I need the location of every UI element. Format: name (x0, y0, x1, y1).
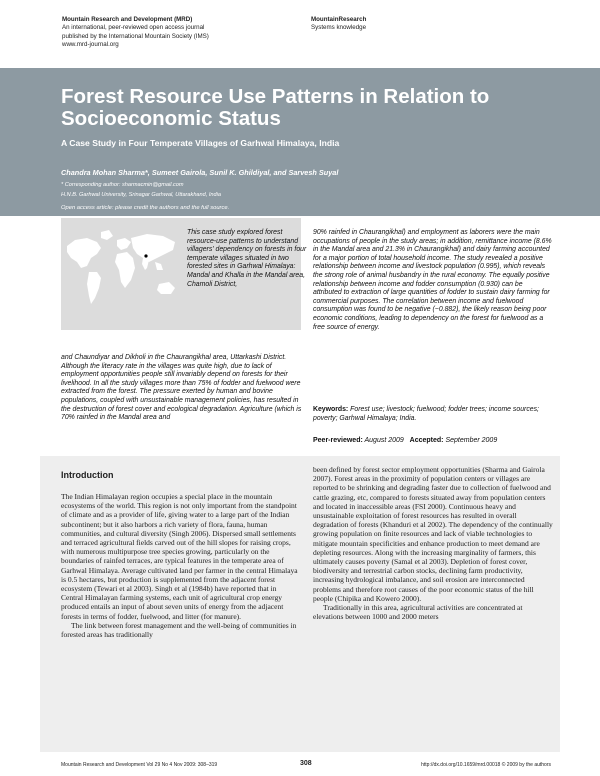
intro-left-paragraph-2: The link between forest management and the well-being of communities in forested areas has traditionally (61, 620, 297, 640)
page-footer (61, 760, 551, 770)
keywords (313, 406, 553, 423)
peer-reviewed-label: Peer-reviewed: (313, 437, 363, 444)
section-sub: Systems knowledge (311, 24, 367, 32)
accepted-label: Accepted: (409, 437, 444, 444)
abstract-part-b: and Chaundiyar and Dikholi in the Chaurangikhal area, Uttarkashi District. Although the literacy rate in the villages was quite high, due to lack of employment opportunities people still invariably depend on forests for their livelihood. In all the study villages more than 75% of fodder and fuelwood were extracted from the forest. The pressure exerted by human and bovine populations, coupled with unsustainable management policies, has resulted in the destruction of forest cover and ecological degradation. Agriculture (which is 70% rainfed in the Mandal area and (61, 354, 302, 422)
footer-doi[interactable]: http://dx.doi.org/10.1659/mrd.00018 © 2009 by the authors (421, 762, 551, 768)
journal-desc-1: An international, peer-reviewed open access journal (62, 24, 205, 32)
review-dates (313, 437, 553, 444)
intro-left-paragraph-1: The Indian Himalayan region occupies a special place in the mountain ecosystems of the world. This region is not only important from the standpoint of climate and as a provider of life, giving water to a large part of the Indian subcontinent; but it also harbors a rich variety of flora, fauna, human communities, and cultural diversity (Singh 2006). Dispersed small settlements and terraced agricultural fields carved out of the hill slopes for raising crops, with numerous multipurpose tree species growing, particularly on the boundaries of rainfed terraces, are typical features in the temperate area of Garhwal Himalaya. Average cultivated land per farmer in the central Himalaya is 0.5 hectares, but production is supplemented from the adjacent forest ecosystem (Tewari et al 2003). Singh et al (1984b) have reported that in Central Himalayan farming systems, each unit of agricultural crop energy produced entails an input of about seven units of energy from the adjacent forests in terms of fodder, fuelwood, and litter (for manure). (61, 492, 298, 621)
journal-desc-2: published by the International Mountain Society (IMS) (62, 32, 209, 40)
open-access-note: Open access article: please credit the authors and the full source. (61, 205, 230, 211)
keywords-text: Forest use; livestock; fuelwood; fodder trees; income sources; poverty; Garhwal Himalaya; India. (313, 406, 539, 422)
journal-url[interactable]: www.mrd-journal.org (62, 41, 119, 49)
intro-right-column (313, 465, 553, 621)
section-name: MountainResearch (311, 16, 367, 23)
page-number: 308 (300, 760, 312, 767)
world-map-icon (61, 218, 181, 330)
accepted-date: September 2009 (445, 437, 498, 444)
article-subtitle: A Case Study in Four Temperate Villages of Garhwal Himalaya, India (61, 138, 340, 148)
title-banner (0, 68, 600, 216)
author-list: Chandra Mohan Sharma*, Sumeet Gairola, Sunil K. Ghildiyal, and Sarvesh Suyal (61, 168, 339, 177)
article-title: Forest Resource Use Patterns in Relation to Socioeconomic Status (61, 85, 490, 130)
journal-name: Mountain Research and Development (MRD) (62, 16, 193, 23)
abstract-part-c: 90% rainfed in Chaurangikhal) and employment as laborers were the main occupations of people in the study areas; in addition, remittance income (8.6% in the Mandal area and 21.3% in Chaurangikhal) and dairy farming accounted for a major portion of total household income. The study revealed a positive relationship between income and livestock population (0.995), which reveals the strong role of animal husbandry in the rural economy. The equally positive relationship between income and fodder consumption (0.930) can be attributed to extraction of large quantities of fodder to sustain dairy farming for commercial purposes. The correlation between income and fuelwood consumption was found to be negative (−0.882), the likely reason being poor economic conditions, leading to dependency on the forest for fuelwood as a free source of energy. (313, 229, 552, 331)
study-location-marker (144, 254, 147, 257)
abstract-part-a: This case study explored forest resource-use patterns to understand villagers' dependency on forests in four temperate villages situated in two forested sites in Garhwal Himalaya: Mandal and Khalla in the Mandal area, Chamoli District, (187, 229, 307, 288)
footer-citation: Mountain Research and Development Vol 29 No 4 Nov 2009: 308–319 (61, 762, 218, 768)
intro-left-column (61, 492, 300, 639)
peer-reviewed-date: August 2009 (364, 437, 404, 444)
introduction-heading: Introduction (61, 470, 114, 480)
keywords-label: Keywords: (313, 406, 349, 413)
journal-header (62, 16, 322, 50)
intro-right-paragraph-2: Traditionally in this area, agricultural activities are concentrated at elevations between 1000 and 2000 meters (313, 603, 523, 622)
section-header (311, 16, 511, 33)
corresponding-author: * Corresponding author: sharmacmin@gmail.com (61, 182, 184, 188)
intro-right-paragraph-1: been defined by forest sector employment opportunities (Sharma and Gairola 2007). Forest areas in the proximity of population centers or villages are reported to be shrinking and degrading faster due to collection of fuelwood and cattle grazing, etc, compared to forests situated away from population centers and located in inaccessible areas (FSI 2000). Continuous heavy and unsustainable exploitation of forest resources has resulted in overall degradation of forests (Khanduri et al 2002). The dependency of the continually growing population on finite resources and lack of viable technologies to mitigate mountain specificities and enhance production to meet demand are depleting resources. Along with the increasing marginality of farmers, this ultimately causes poverty (Samal et al 2003). Depletion of forest cover, biodiversity and terrestrial carbon stocks, declining farm productivity, increasing hydrological imbalance, and soil erosion are interconnected problems and therefore root causes of the poor economic status of the hill people (Chipika and Kowero 2000). (313, 465, 553, 603)
affiliation: H.N.B. Garhwal University, Srinagar Garhwal, Uttarakhand, India (61, 192, 222, 198)
